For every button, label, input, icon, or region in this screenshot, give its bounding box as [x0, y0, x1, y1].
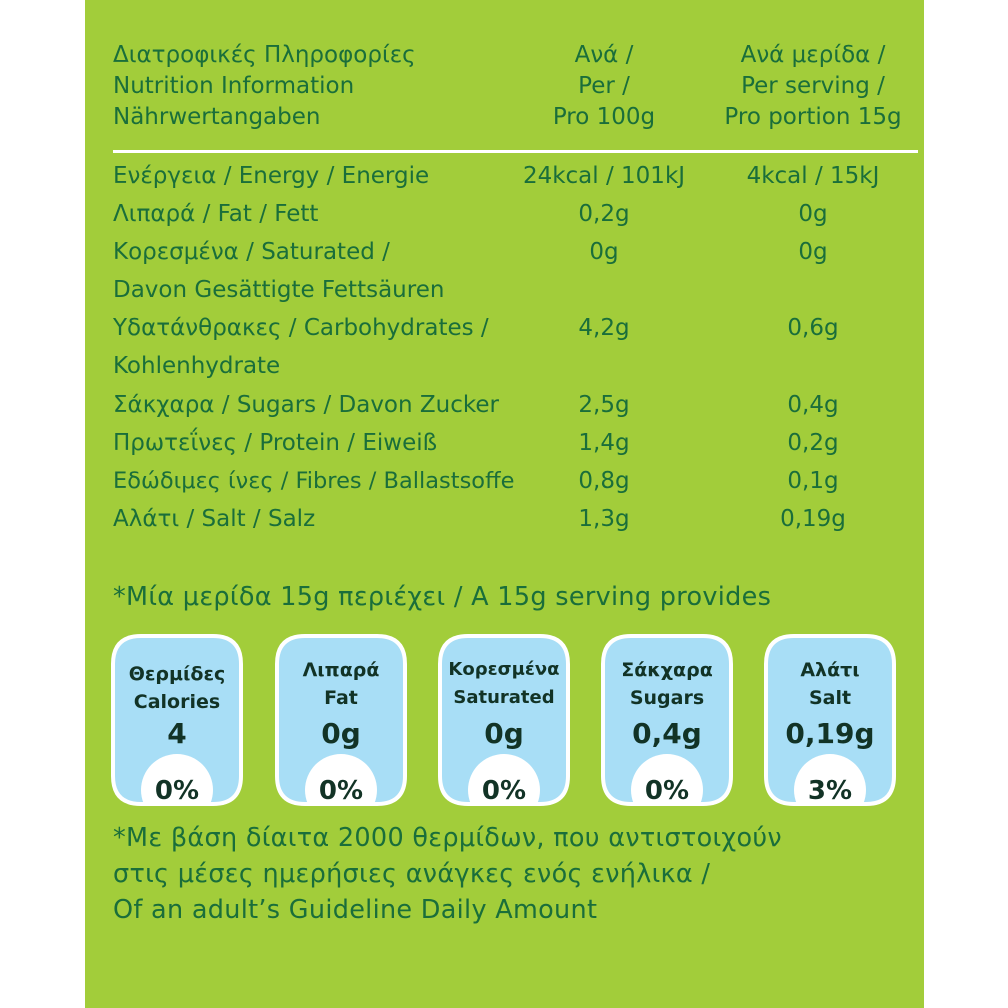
header-title-de: Nährwertangaben: [113, 104, 321, 130]
row-per100: 4,2g: [578, 315, 630, 341]
row-per100: 0,8g: [578, 468, 630, 494]
footnote-line-3: Of an adult’s Guideline Daily Amount: [113, 895, 598, 925]
row-perserving: 0,4g: [787, 392, 839, 418]
row-perserving: 0g: [798, 239, 828, 265]
header-per100-en: Per /: [578, 73, 630, 99]
row-label: Εδώδιμες ίνες / Fibres / Ballastsoffe: [113, 468, 515, 494]
gda-badge-salt: [764, 634, 896, 806]
row-label-continued: Kohlenhydrate: [113, 353, 281, 379]
badge-value: 0g: [484, 717, 524, 750]
gda-badge-sugars: [601, 634, 733, 806]
row-perserving: 4kcal / 15kJ: [746, 163, 880, 189]
row-label: Σάκχαρα / Sugars / Davon Zucker: [113, 392, 499, 418]
row-per100: 1,3g: [578, 506, 630, 532]
header-per100-el: Ανά /: [574, 42, 634, 68]
row-perserving: 0,19g: [780, 506, 846, 532]
badge-name-el: Λιπαρά: [302, 659, 380, 681]
badge-percent: 0%: [481, 776, 527, 806]
badge-name-en: Salt: [808, 687, 852, 709]
serving-heading: *Μία μερίδα 15g περιέχει / A 15g serving provides: [113, 582, 772, 612]
badge-name-el: Θερμίδες: [128, 663, 226, 685]
row-label: Υδατάνθρακες / Carbohydrates /: [113, 315, 489, 341]
row-label: Αλάτι / Salt / Salz: [113, 506, 316, 532]
badge-name-en: Saturated: [453, 687, 555, 708]
badge-percent: 3%: [807, 776, 853, 806]
row-label: Κορεσμένα / Saturated /: [113, 239, 390, 265]
header-title-en: Nutrition Information: [113, 73, 355, 99]
row-per100: 24kcal / 101kJ: [522, 163, 686, 189]
header-divider: [113, 150, 918, 153]
row-perserving: 0,2g: [787, 430, 839, 456]
badge-name-en: Fat: [324, 687, 358, 709]
gda-badge-fat: [275, 634, 407, 806]
row-label: Ενέργεια / Energy / Energie: [113, 163, 430, 189]
badge-name-el: Σάκχαρα: [621, 659, 713, 681]
header-title-el: Διατροφικές Πληροφορίες: [113, 42, 416, 68]
header-perserving-de: Pro portion 15g: [724, 104, 902, 130]
row-per100: 0,2g: [578, 201, 630, 227]
badge-percent: 0%: [644, 776, 690, 806]
row-label: Πρωτεΐνες / Protein / Eiweiß: [113, 430, 438, 456]
row-per100: 0g: [589, 239, 619, 265]
badge-value: 0g: [321, 717, 361, 750]
row-perserving: 0,6g: [787, 315, 839, 341]
badge-name-el: Κορεσμένα: [448, 659, 560, 680]
gda-badge-saturated: [438, 634, 570, 806]
row-perserving: 0,1g: [787, 468, 839, 494]
header-per100-de: Pro 100g: [552, 104, 656, 130]
badge-value: 0,4g: [632, 717, 702, 750]
badge-percent: 0%: [154, 776, 200, 806]
badge-percent: 0%: [318, 776, 364, 806]
row-perserving: 0g: [798, 201, 828, 227]
header-perserving-el: Ανά μερίδα /: [740, 42, 886, 68]
badge-name-en: Sugars: [629, 687, 705, 709]
badge-name-en: Calories: [133, 691, 221, 713]
row-label: Λιπαρά / Fat / Fett: [113, 201, 319, 227]
header-perserving-en: Per serving /: [741, 73, 885, 99]
badge-name-el: Αλάτι: [800, 659, 860, 681]
row-per100: 2,5g: [578, 392, 630, 418]
gda-badge-calories: [111, 634, 243, 806]
badge-value: 0,19g: [785, 717, 875, 750]
row-label-continued: Davon Gesättigte Fettsäuren: [113, 277, 445, 303]
row-per100: 1,4g: [578, 430, 630, 456]
badge-value: 4: [167, 717, 187, 750]
footnote-line-2: στις μέσες ημερήσιες ανάγκες ενός ενήλικα /: [113, 859, 711, 889]
footnote-line-1: *Με βάση δίαιτα 2000 θερμίδων, που αντιστοιχούν: [113, 823, 782, 853]
